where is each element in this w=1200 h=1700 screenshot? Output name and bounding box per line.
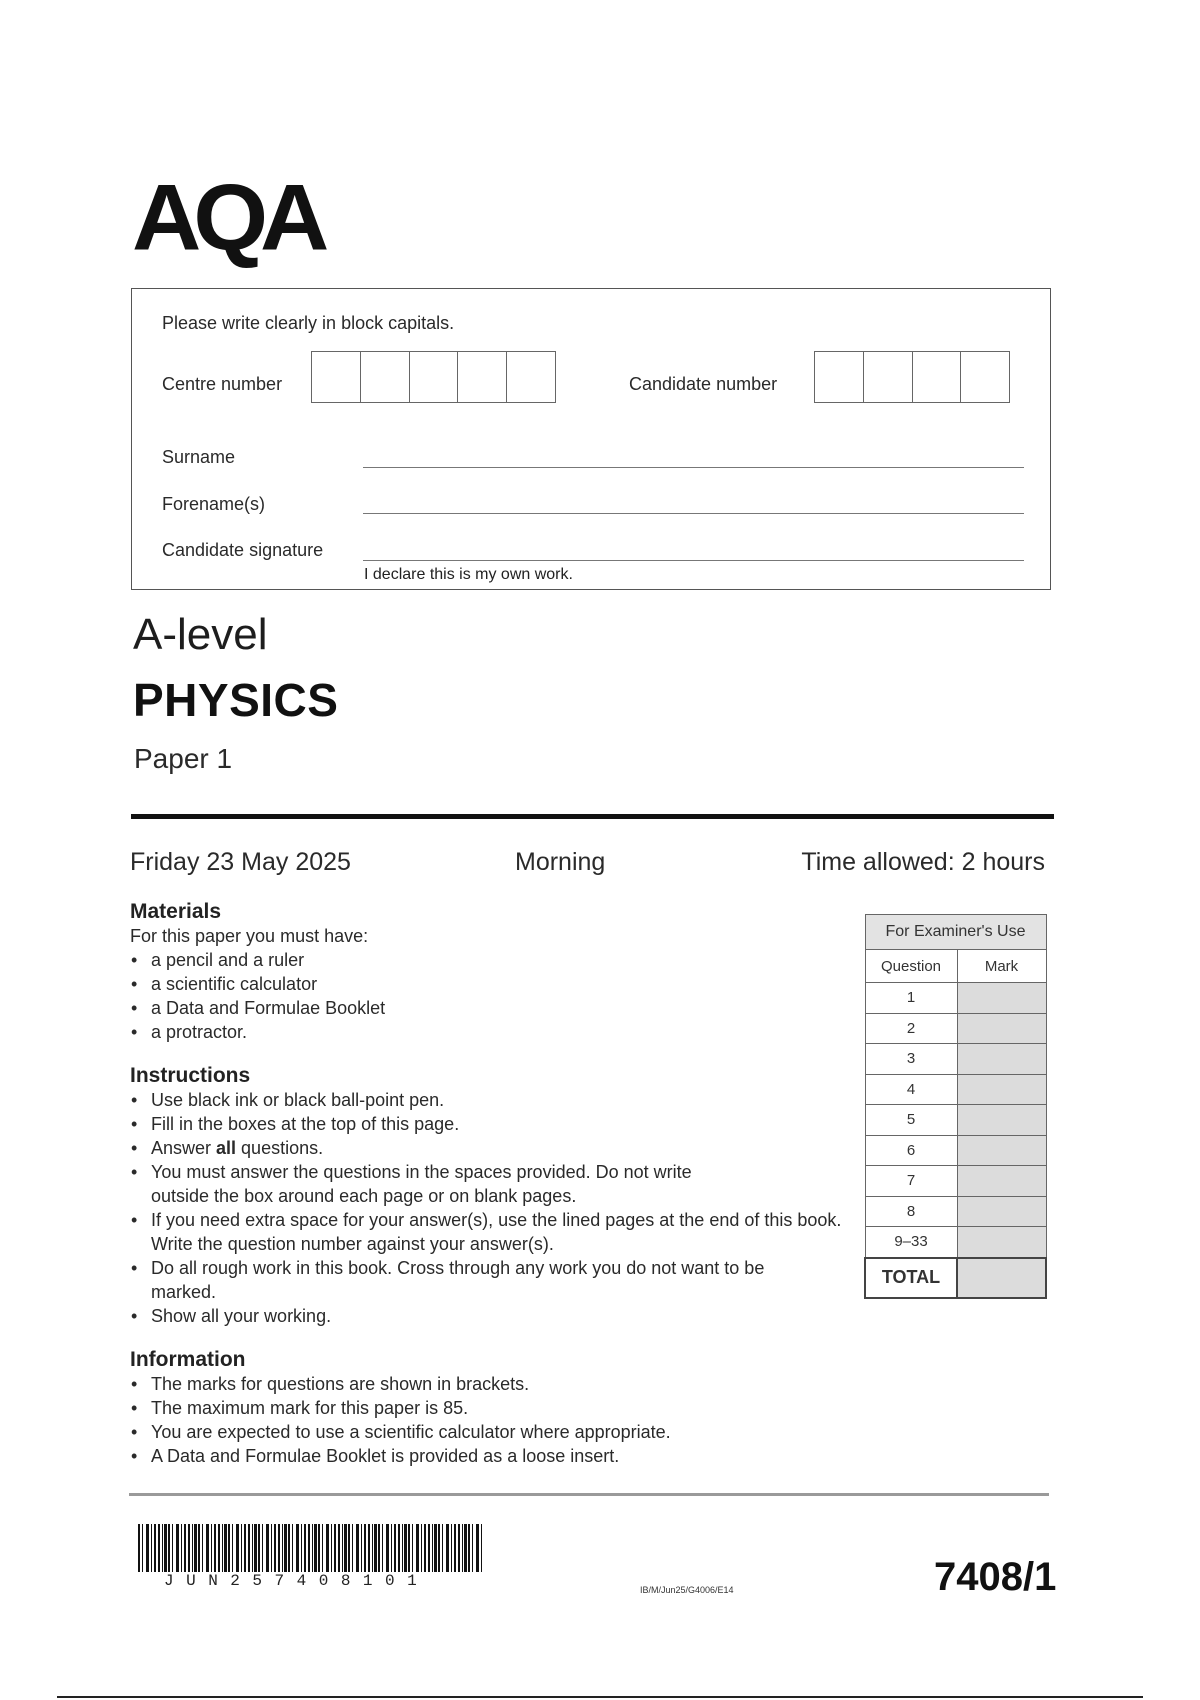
barcode-bar (476, 1524, 479, 1572)
barcode-bar (404, 1524, 407, 1572)
barcode-bar (464, 1524, 467, 1572)
barcode-bar (438, 1524, 440, 1572)
barcode-bar (408, 1524, 410, 1572)
barcode-bar (468, 1524, 470, 1572)
barcode-bar (386, 1524, 389, 1572)
declaration-text: I declare this is my own work. (364, 566, 573, 583)
barcode (138, 1524, 484, 1572)
barcode-bar (434, 1524, 437, 1572)
signature-line[interactable] (363, 560, 1024, 561)
candidate-number-digit-2[interactable] (863, 351, 913, 403)
time-allowed: Time allowed: 2 hours (801, 848, 1045, 876)
barcode-bar (214, 1524, 216, 1572)
forenames-line[interactable] (363, 513, 1024, 514)
candidate-number-digit-1[interactable] (814, 351, 864, 403)
barcode-bar (364, 1524, 366, 1572)
barcode-bar (232, 1524, 233, 1572)
barcode-bar (158, 1524, 160, 1572)
list-item: • Fill in the boxes at the top of this page. (130, 1112, 835, 1136)
materials-list (130, 948, 830, 1044)
mark-cell (957, 1135, 1046, 1166)
barcode-bar (446, 1524, 449, 1572)
total-label: TOTAL (865, 1258, 957, 1298)
barcode-bar (176, 1524, 179, 1572)
instructions-heading: Instructions (130, 1064, 251, 1087)
mark-cell (957, 1013, 1046, 1044)
table-row (865, 1135, 1046, 1166)
list-item: • If you need extra space for your answer(s), use the lined pages at the end of this book. Write the question number against your answer(s). (130, 1208, 856, 1256)
barcode-bar (228, 1524, 230, 1572)
exam-date: Friday 23 May 2025 (130, 848, 351, 876)
barcode-bar (458, 1524, 460, 1572)
barcode-bar (424, 1524, 426, 1572)
information-section (130, 1348, 835, 1468)
barcode-bar (188, 1524, 190, 1572)
materials-section (130, 900, 830, 1044)
centre-number-digit-1[interactable] (311, 351, 361, 403)
materials-intro: For this paper you must have: (130, 926, 369, 946)
barcode-bar (382, 1524, 383, 1572)
candidate-number-label: Candidate number (629, 374, 778, 394)
question-number: 3 (865, 1044, 957, 1075)
barcode-bar (338, 1524, 340, 1572)
mark-cell (957, 983, 1046, 1014)
barcode-bar (314, 1524, 317, 1572)
list-item: • Do all rough work in this book. Cross through any work you do not want to be marked. (130, 1256, 791, 1304)
barcode-bar (224, 1524, 227, 1572)
barcode-bar (292, 1524, 293, 1572)
table-row (865, 1013, 1046, 1044)
barcode-bar (194, 1524, 197, 1572)
barcode-bar (154, 1524, 156, 1572)
information-list (130, 1372, 835, 1468)
table-row (865, 1105, 1046, 1136)
barcode-bar (334, 1524, 336, 1572)
list-item: • A Data and Formulae Booklet is provided as a loose insert. (130, 1444, 835, 1468)
barcode-bar (331, 1524, 332, 1572)
barcode-bar (296, 1524, 299, 1572)
materials-heading: Materials (130, 900, 222, 923)
barcode-bar (372, 1524, 373, 1572)
barcode-bar (416, 1524, 419, 1572)
table-row (865, 1074, 1046, 1105)
centre-number-digit-2[interactable] (360, 351, 410, 403)
mark-column-header: Mark (957, 950, 1046, 983)
total-mark-cell (957, 1258, 1046, 1298)
barcode-bar (142, 1524, 143, 1572)
barcode-bar (172, 1524, 173, 1572)
list-item: • You are expected to use a scientific calculator where appropriate. (130, 1420, 835, 1444)
barcode-bar (472, 1524, 473, 1572)
barcode-bar (222, 1524, 223, 1572)
qualification-level: A-level (133, 610, 268, 659)
question-number: 8 (865, 1196, 957, 1227)
barcode-bar (266, 1524, 269, 1572)
barcode-bar (258, 1524, 260, 1572)
barcode-bar (481, 1524, 482, 1572)
barcode-bar (301, 1524, 302, 1572)
centre-number-digit-4[interactable] (457, 351, 507, 403)
barcode-bar (368, 1524, 370, 1572)
barcode-bar (432, 1524, 433, 1572)
surname-label: Surname (162, 447, 236, 467)
examiner-use-table (864, 914, 1047, 1299)
barcode-bar (206, 1524, 209, 1572)
barcode-bar (308, 1524, 310, 1572)
barcode-bar (252, 1524, 253, 1572)
candidate-details-box (131, 288, 1051, 590)
surname-line[interactable] (363, 467, 1024, 468)
barcode-bar (361, 1524, 362, 1572)
barcode-bar (181, 1524, 182, 1572)
barcode-bar (326, 1524, 329, 1572)
mark-cell (957, 1105, 1046, 1136)
barcode-bar (312, 1524, 313, 1572)
barcode-bar (342, 1524, 343, 1572)
information-heading: Information (130, 1348, 246, 1371)
forenames-label: Forename(s) (162, 494, 266, 514)
header-divider (131, 814, 1054, 819)
barcode-bar (442, 1524, 443, 1572)
aqa-logo: AQA (132, 165, 322, 270)
table-row (865, 1196, 1046, 1227)
instructions-list (130, 1088, 842, 1328)
question-number: 9–33 (865, 1227, 957, 1258)
barcode-bar (151, 1524, 152, 1572)
barcode-bar (218, 1524, 220, 1572)
barcode-bar (211, 1524, 212, 1572)
barcode-bar (394, 1524, 396, 1572)
list-item: • Show all your working. (130, 1304, 835, 1328)
table-row (865, 1227, 1046, 1258)
question-number: 7 (865, 1166, 957, 1197)
barcode-bar (374, 1524, 377, 1572)
barcode-bar (236, 1524, 239, 1572)
table-row (865, 1166, 1046, 1197)
paper-title: Paper 1 (134, 743, 233, 774)
barcode-bar (428, 1524, 430, 1572)
question-number: 2 (865, 1013, 957, 1044)
list-item: • You must answer the questions in the spaces provided. Do not write outside the box around each page or on blank pages. (130, 1160, 751, 1208)
list-item: • a pencil and a ruler (130, 948, 830, 972)
table-row (865, 983, 1046, 1014)
barcode-bar (202, 1524, 203, 1572)
barcode-bar (244, 1524, 246, 1572)
mark-cell (957, 1227, 1046, 1258)
centre-number-digit-5[interactable] (506, 351, 556, 403)
barcode-bar (304, 1524, 306, 1572)
centre-number-label: Centre number (162, 374, 283, 394)
block-capitals-instruction: Please write clearly in block capitals. (162, 313, 455, 333)
question-column-header: Question (865, 950, 957, 983)
question-number: 5 (865, 1105, 957, 1136)
barcode-bar (412, 1524, 413, 1572)
mark-cell (957, 1074, 1046, 1105)
barcode-bar (164, 1524, 167, 1572)
list-item: • a scientific calculator (130, 972, 830, 996)
mark-cell (957, 1044, 1046, 1075)
subject-title: PHYSICS (133, 674, 339, 726)
barcode-bar (391, 1524, 392, 1572)
page-bottom-rule (57, 1696, 1143, 1698)
barcode-bar (454, 1524, 456, 1572)
signature-label: Candidate signature (162, 540, 324, 560)
barcode-bar (248, 1524, 250, 1572)
barcode-bar (138, 1524, 140, 1572)
footer-divider (129, 1493, 1049, 1496)
question-number: 6 (865, 1135, 957, 1166)
barcode-bar (168, 1524, 170, 1572)
barcode-bar (344, 1524, 347, 1572)
candidate-number-boxes (814, 351, 1010, 403)
barcode-bar (274, 1524, 276, 1572)
barcode-bar (318, 1524, 320, 1572)
barcode-bar (146, 1524, 149, 1572)
table-row (865, 1044, 1046, 1075)
barcode-bar (322, 1524, 323, 1572)
total-row (865, 1258, 1046, 1298)
list-item: • The marks for questions are shown in brackets. (130, 1372, 835, 1396)
barcode-bar (198, 1524, 200, 1572)
paper-code: 7408/1 (934, 1555, 1057, 1599)
reference-code: IB/M/Jun25/G4006/E14 (640, 1585, 734, 1595)
barcode-bar (162, 1524, 163, 1572)
barcode-bar (282, 1524, 283, 1572)
list-item: • a Data and Formulae Booklet (130, 996, 830, 1020)
barcode-bar (402, 1524, 403, 1572)
examiner-table-title: For Examiner's Use (865, 915, 1046, 950)
barcode-bar (398, 1524, 400, 1572)
mark-cell (957, 1166, 1046, 1197)
barcode-bar (356, 1524, 359, 1572)
barcode-bar (271, 1524, 272, 1572)
mark-cell (957, 1196, 1046, 1227)
barcode-bar (288, 1524, 290, 1572)
barcode-bar (378, 1524, 380, 1572)
barcode-bar (284, 1524, 287, 1572)
question-number: 1 (865, 983, 957, 1014)
candidate-number-digit-3[interactable] (912, 351, 962, 403)
centre-number-digit-3[interactable] (409, 351, 459, 403)
barcode-number: JUN257408101 (164, 1572, 430, 1590)
list-item: • The maximum mark for this paper is 85. (130, 1396, 835, 1420)
barcode-bar (184, 1524, 186, 1572)
candidate-number-digit-4[interactable] (960, 351, 1010, 403)
barcode-bar (451, 1524, 452, 1572)
barcode-bar (241, 1524, 242, 1572)
exam-session: Morning (515, 848, 606, 876)
barcode-bar (192, 1524, 193, 1572)
barcode-bar (254, 1524, 257, 1572)
barcode-bar (262, 1524, 263, 1572)
centre-number-boxes (311, 351, 556, 403)
barcode-bar (348, 1524, 350, 1572)
barcode-bar (421, 1524, 422, 1572)
question-number: 4 (865, 1074, 957, 1105)
barcode-bar (278, 1524, 280, 1572)
barcode-bar (352, 1524, 353, 1572)
list-item: • Answer all questions. (130, 1136, 835, 1160)
instructions-section (130, 1064, 842, 1328)
list-item: • Use black ink or black ball-point pen. (130, 1088, 835, 1112)
list-item: • a protractor. (130, 1020, 830, 1044)
barcode-bar (462, 1524, 463, 1572)
